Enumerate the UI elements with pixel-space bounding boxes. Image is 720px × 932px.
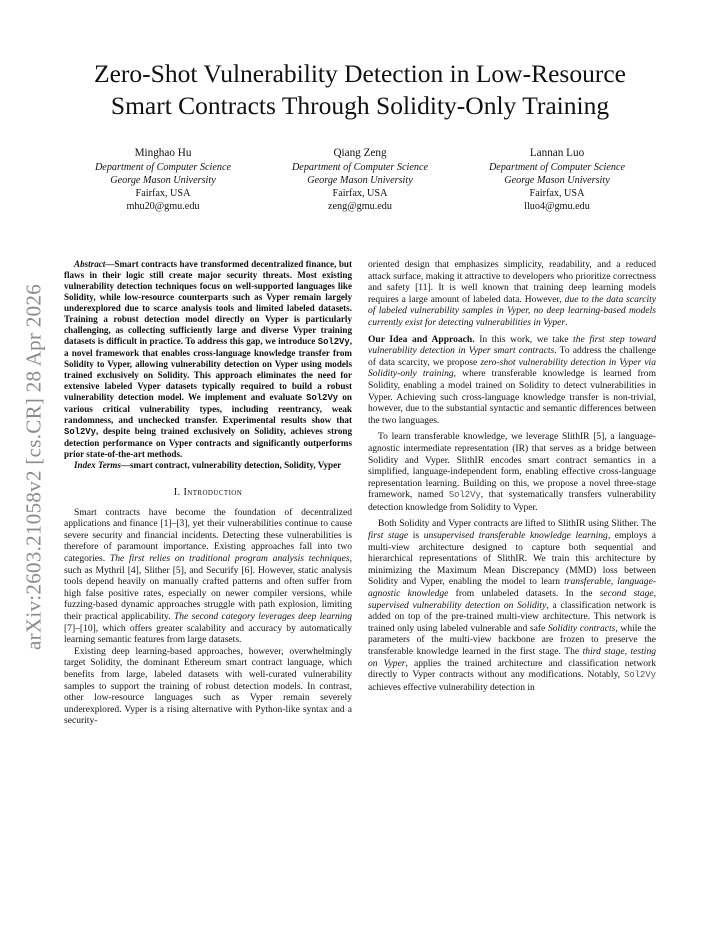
author-email: mhu20@gmu.edu: [126, 201, 200, 212]
index-terms: Index Terms—smart contract, vulnerability detection, Solidity, Vyper: [74, 460, 342, 470]
author-3: [462, 146, 652, 213]
abstract-label: Abstract: [74, 259, 106, 269]
right-paragraph-3: To learn transferable knowledge, we leverage SlithIR [5], a language-agnostic intermediate representation (IR) that serves as a bridge between Solidity and Vyper. SlithIR encodes smart contract semantics in a simplified, language-independent form, enabling effective cross-language representation learning. Building on this, we propose a novel three-stage framework, named Sol2Vy, that systematically transfers vulnerability detection knowledge from Solidity to Vyper.: [368, 431, 656, 513]
author-name: Lannan Luo: [529, 147, 585, 159]
framework-name: Sol2Vy: [64, 427, 96, 437]
title-line-2: Smart Contracts Through Solidity-Only Training: [110, 91, 610, 120]
author-university: George Mason University: [504, 175, 610, 186]
author-university: George Mason University: [110, 175, 216, 186]
paragraph-heading-idea: Our Idea and Approach.: [368, 333, 475, 345]
author-email: lluo4@gmu.edu: [524, 201, 590, 212]
title-line-1: Zero-Shot Vulnerability Detection in Low-Resource: [94, 59, 626, 88]
section-heading-introduction: I. Introduction: [173, 487, 243, 498]
author-1: [68, 146, 258, 213]
author-location: Fairfax, USA: [332, 188, 388, 199]
author-department: Department of Computer Science: [94, 162, 232, 173]
index-terms-label: Index Terms: [74, 460, 121, 470]
right-paragraph-1: oriented design that emphasizes simplicity, readability, and a reduced attack surface, making it attractive to developers who prioritize correctness and safety [11]. It is well known that training deep learning models requires a large amount of labeled data. However, due to the data scarcity of labeled vulnerability samples in Vyper, no deep learning-based models currently exist for detecting vulnerabilities in Vyper.: [368, 259, 657, 328]
author-department: Department of Computer Science: [291, 162, 429, 173]
left-column: [64, 259, 352, 727]
framework-name: Sol2Vy: [624, 670, 656, 681]
framework-name: Sol2Vy: [306, 393, 339, 403]
author-block: [68, 146, 652, 213]
author-name: Qiang Zeng: [333, 147, 387, 159]
author-2: [265, 146, 455, 213]
framework-name: Sol2Vy: [317, 337, 350, 347]
intro-paragraph-1: Smart contracts have become the foundation of decentralized applications and finance [1]–[3], yet their vulnerabilities continue to cause severe security and financial incidents. Detecting these vulnerabilities is therefore of paramount importance. Existing approaches fall into two categories. The first relies on traditional program analysis techniques, such as Mythril [4], Slither [5], and Securify [6]. However, static analysis tools depend heavily on manually crafted patterns and often suffer from high false positive rates, especially on newer compiler versions, while fuzzing-based dynamic approaches struggle with path explosion, limiting their practical applicability. The second category leverages deep learning [7]–[10], which offers greater scalability and accuracy by automatically learning semantic features from large datasets.: [64, 506, 352, 646]
right-paragraph-4: Both Solidity and Vyper contracts are lifted to SlithIR using Slither. The first stage is unsupervised transferable knowledge learning, employs a multi-view architecture designed to capture both sequential and hierarchical representations of SlithIR. We train this architecture by minimizing the Maximum Mean Discrepancy (MMD) loss between Solidity and Vyper, enabling the model to learn transferable, language-agnostic knowledge from unlabeled datasets. In the second stage, supervised vulnerability detection on Solidity, a classification network is added on top of the pre-trained multi-view architecture. This network is trained only using labeled vulnerable and safe Solidity contracts, while the parameters of the multi-view backbone are frozen to preserve the transferable knowledge learned in the first stage. The third stage, testing on Vyper, applies the trained architecture and classification network directly to Vyper contracts without any modifications. Notably, Sol2Vy achieves effective vulnerability detection in: [368, 518, 657, 693]
author-university: George Mason University: [307, 175, 413, 186]
author-email: zeng@gmu.edu: [328, 201, 392, 212]
paper-title: [40, 58, 680, 122]
right-paragraph-2: Our Idea and Approach. In this work, we take the first step toward vulnerability detection in Vyper smart contracts. To address the challenge of data scarcity, we propose zero-shot vulnerability detection in Vyper via Solidity-only training, where transferable knowledge is learned from Solidity, enabling a model trained on Solidity to detect vulnerabilities in Vyper. Achieving such cross-language knowledge transfer is non-trivial, however, due to the substantial syntactic and semantic differences between the two languages.: [368, 333, 657, 426]
abstract: Abstract—Smart contracts have transformed decentralized finance, but flaws in their logic still create major security threats. Most existing vulnerability detection techniques focus on well-supported languages like Solidity, while low-resource counterparts such as Vyper remain largely underexplored due to scarce analysis tools and limited labeled datasets. Training a robust detection model directly on Vyper is particularly challenging, as collecting sufficiently large and diverse Vyper training datasets is difficult in practice. To address this gap, we introduce Sol2Vy, a novel framework that enables cross-language knowledge transfer from Solidity to Vyper, allowing vulnerability detection on Vyper using models trained exclusively on Solidity. This approach eliminates the need for extensive labeled Vyper datasets typically required to build a robust vulnerability detection model. We implement and evaluate Sol2Vy on various critical vulnerability types, including reentrancy, weak randomness, and unchecked transfer. Experimental results show that Sol2Vy, despite being trained exclusively on Solidity, achieves strong detection performance on Vyper contracts and significantly outperforms prior state-of-the-art methods.: [64, 259, 352, 459]
author-department: Department of Computer Science: [488, 162, 626, 173]
arxiv-identifier-stamp: arXiv:2603.21058v2 [cs.CR] 28 Apr 2026: [21, 283, 46, 651]
framework-name: Sol2Vy: [448, 490, 481, 501]
intro-paragraph-2: Existing deep learning-based approaches, however, overwhelmingly target Solidity, the dominant Ethereum smart contract language, which benefits from large, labeled datasets with well-curated vulnerability samples to support the training of robust detection models. In contrast, other low-resource languages such as Vyper remain severely underexplored. Vyper is a rising alternative with Python-like syntax and a security-: [64, 645, 352, 727]
author-location: Fairfax, USA: [529, 188, 585, 199]
right-column: [368, 259, 656, 693]
author-location: Fairfax, USA: [135, 188, 191, 199]
author-name: Minghao Hu: [134, 147, 192, 159]
